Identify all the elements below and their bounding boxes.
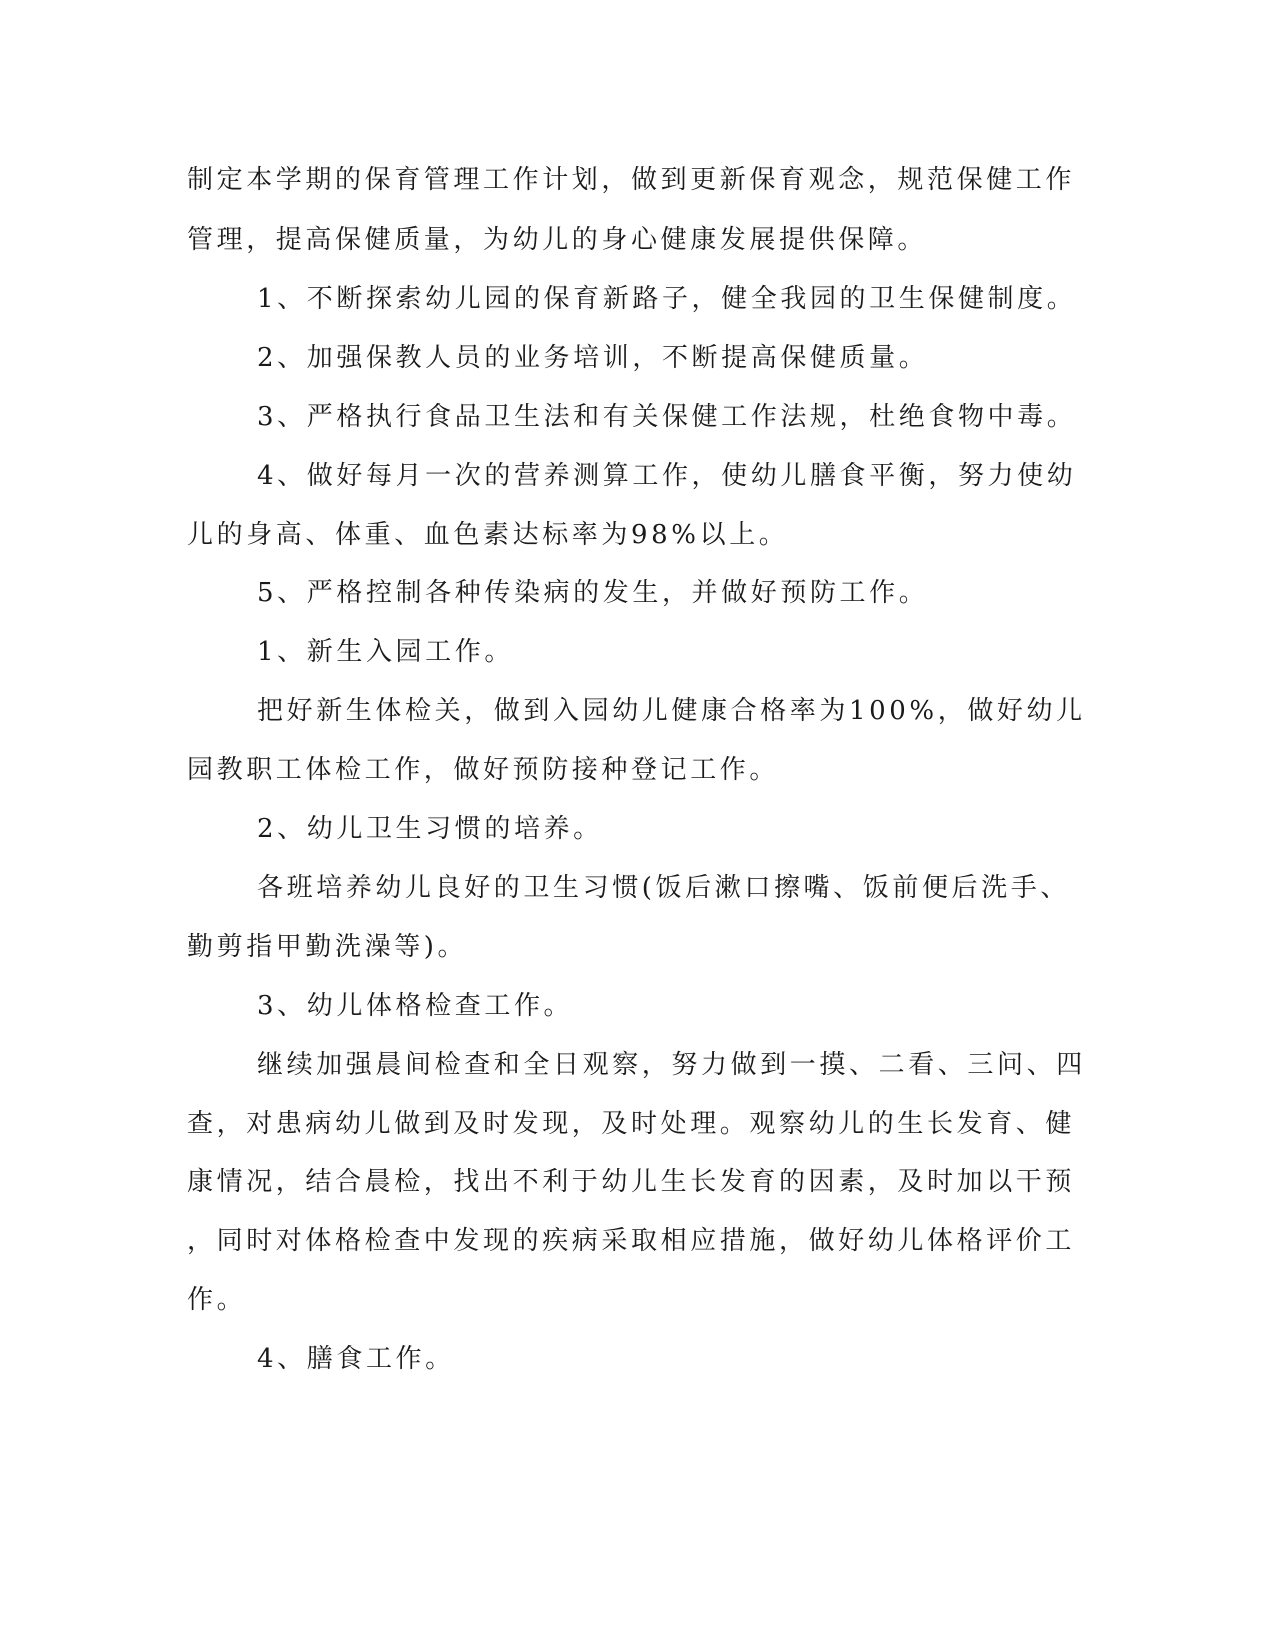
paragraph-line: 儿的身高、体重、血色素达标率为98%以上。 <box>187 520 789 550</box>
section-heading: 1、新生入园工作。 <box>257 637 514 667</box>
section-heading: 3、幼儿体格检查工作。 <box>257 991 574 1021</box>
paragraph-line: 各班培养幼儿良好的卫生习惯(饭后漱口擦嘴、饭前便后洗手、 <box>257 873 1070 903</box>
list-item: 1、不断探索幼儿园的保育新路子，健全我园的卫生保健制度。 <box>257 284 1077 314</box>
list-item: 3、严格执行食品卫生法和有关保健工作法规，杜绝食物中毒。 <box>257 402 1077 432</box>
list-item: 2、加强保教人员的业务培训，不断提高保健质量。 <box>257 343 929 373</box>
paragraph-line: 查，对患病幼儿做到及时发现，及时处理。观察幼儿的生长发育、健 <box>187 1109 1076 1139</box>
paragraph-line: 园教职工体检工作，做好预防接种登记工作。 <box>187 755 780 785</box>
paragraph-line: 把好新生体检关，做到入园幼儿健康合格率为100%，做好幼儿 <box>257 696 1086 726</box>
list-item: 5、严格控制各种传染病的发生，并做好预防工作。 <box>257 578 929 608</box>
section-heading: 4、膳食工作。 <box>257 1344 455 1374</box>
section-heading: 2、幼儿卫生习惯的培养。 <box>257 814 603 844</box>
list-item: 4、做好每月一次的营养测算工作，使幼儿膳食平衡，努力使幼 <box>257 461 1077 491</box>
paragraph-line: 继续加强晨间检查和全日观察，努力做到一摸、二看、三问、四 <box>257 1050 1086 1080</box>
paragraph-line: 制定本学期的保育管理工作计划，做到更新保育观念，规范保健工作 <box>187 165 1076 195</box>
paragraph-line: ，同时对体格检查中发现的疾病采取相应措施，做好幼儿体格评价工 <box>187 1226 1076 1256</box>
paragraph-line: 管理，提高保健质量，为幼儿的身心健康发展提供保障。 <box>187 225 928 255</box>
paragraph-line: 勤剪指甲勤洗澡等)。 <box>187 932 468 962</box>
paragraph-line: 作。 <box>187 1285 247 1315</box>
paragraph-line: 康情况，结合晨检，找出不利于幼儿生长发育的因素，及时加以干预 <box>187 1167 1076 1197</box>
